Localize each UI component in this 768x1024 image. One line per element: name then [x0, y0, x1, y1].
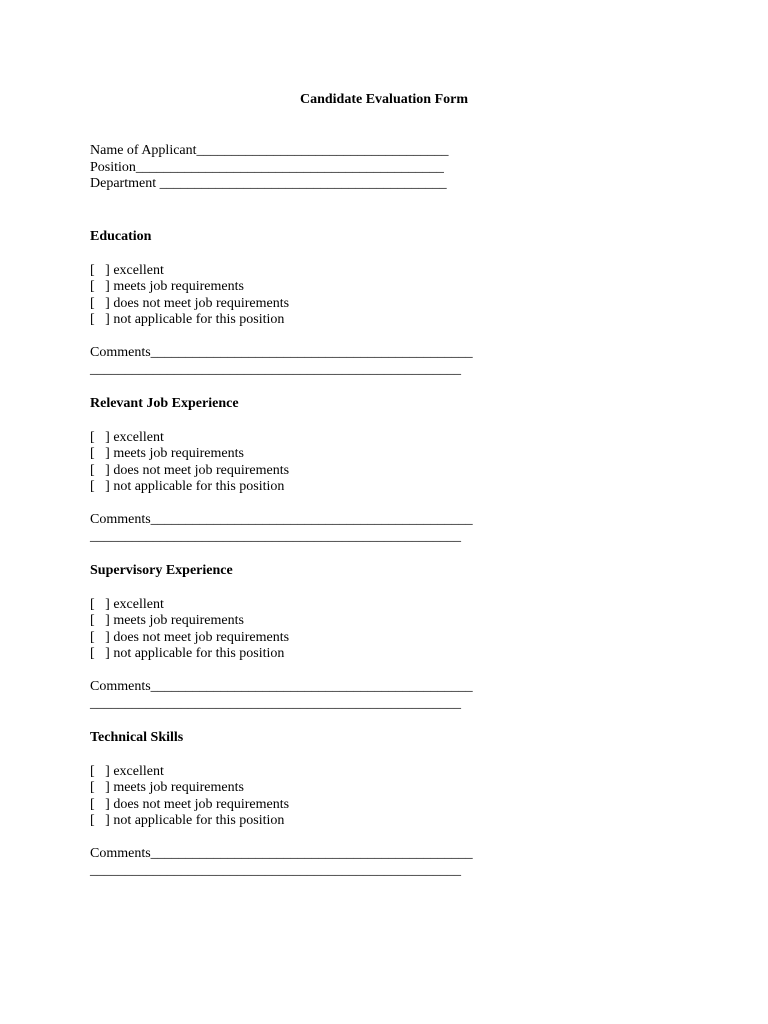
field-label: Department [90, 176, 160, 192]
rating-options [90, 263, 510, 329]
comments-line [90, 345, 510, 362]
section-heading: Technical Skills [90, 730, 184, 745]
comments-label: Comments [90, 678, 151, 694]
option-not-applicable[interactable]: [ ] not applicable for this position [90, 813, 285, 829]
option-not-applicable[interactable]: [ ] not applicable for this position [90, 479, 285, 495]
name-of-applicant-field[interactable] [90, 143, 510, 160]
section-supervisory-experience [90, 563, 510, 712]
position-field[interactable] [90, 160, 510, 177]
option-excellent[interactable]: [ ] excellent [90, 596, 164, 612]
rating-options [90, 597, 510, 663]
field-label: Name of Applicant [90, 143, 197, 158]
option-does-not-meet-requirements[interactable]: [ ] does not meet job requirements [90, 295, 290, 311]
option-excellent[interactable]: [ ] excellent [90, 763, 164, 779]
applicant-fields [90, 143, 510, 193]
comments-line [90, 679, 510, 696]
field-label: Position [90, 159, 136, 175]
option-meets-requirements[interactable]: [ ] meets job requirements [90, 780, 244, 796]
comments-line [90, 512, 510, 529]
rating-options [90, 764, 510, 830]
option-does-not-meet-requirements[interactable]: [ ] does not meet job requirements [90, 629, 290, 645]
comments-blank: ______________________________________________ [150, 845, 473, 861]
comments-field[interactable] [90, 512, 510, 545]
comments-line-2: _____________________________________________________ [90, 862, 461, 878]
section-heading: Relevant Job Experience [90, 396, 239, 411]
comments-line-2: _____________________________________________________ [90, 528, 461, 544]
option-not-applicable[interactable]: [ ] not applicable for this position [90, 646, 285, 662]
comments-field[interactable] [90, 846, 510, 879]
option-meets-requirements[interactable]: [ ] meets job requirements [90, 446, 244, 462]
comments-label: Comments [90, 845, 151, 861]
field-blank-line: ____________________________________ [196, 143, 449, 158]
comments-label: Comments [90, 511, 151, 527]
section-technical-skills [90, 730, 510, 879]
option-does-not-meet-requirements[interactable]: [ ] does not meet job requirements [90, 462, 290, 478]
section-education [90, 229, 510, 378]
option-does-not-meet-requirements[interactable]: [ ] does not meet job requirements [90, 796, 290, 812]
comments-field[interactable] [90, 345, 510, 378]
option-meets-requirements[interactable]: [ ] meets job requirements [90, 613, 244, 629]
section-heading: Education [90, 229, 152, 244]
department-field[interactable] [90, 176, 510, 193]
comments-label: Comments [90, 344, 151, 360]
option-excellent[interactable]: [ ] excellent [90, 262, 164, 278]
comments-blank: ______________________________________________ [150, 511, 473, 527]
comments-line [90, 846, 510, 863]
rating-options [90, 430, 510, 496]
comments-blank: ______________________________________________ [150, 678, 473, 694]
page-title: Candidate Evaluation Form [299, 92, 468, 107]
option-excellent[interactable]: [ ] excellent [90, 429, 164, 445]
option-not-applicable[interactable]: [ ] not applicable for this position [90, 312, 285, 328]
section-heading: Supervisory Experience [90, 563, 233, 578]
section-relevant-job-experience [90, 396, 510, 545]
field-blank-line: _________________________________________ [159, 176, 447, 192]
comments-line-2: _____________________________________________________ [90, 361, 461, 377]
comments-field[interactable] [90, 679, 510, 712]
comments-blank: ______________________________________________ [150, 344, 473, 360]
option-meets-requirements[interactable]: [ ] meets job requirements [90, 279, 244, 295]
field-blank-line: ____________________________________________ [135, 159, 444, 175]
comments-line-2: _____________________________________________________ [90, 695, 461, 711]
